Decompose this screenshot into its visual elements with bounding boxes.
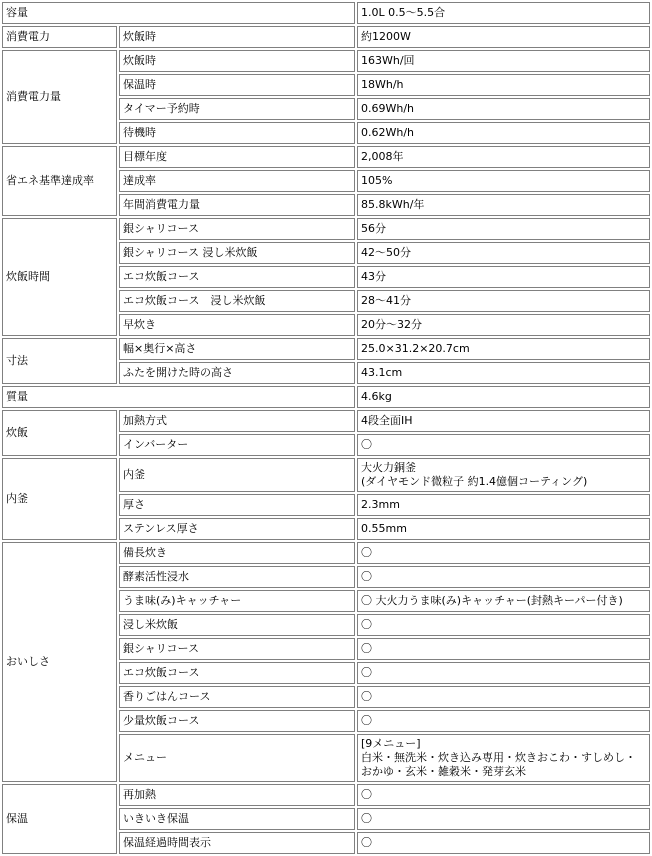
row-mass: [2, 386, 650, 408]
inner-pot-sub-label: ステンレス厚さ: [119, 518, 355, 540]
taste-sub-label: メニュー: [119, 734, 355, 782]
power-value: 約1200W: [357, 26, 650, 48]
inner-pot-sub-label: 内釜: [119, 458, 355, 492]
taste-value: 〇: [357, 542, 650, 564]
energy-sub-label: 年間消費電力量: [119, 194, 355, 216]
consumption-value: 0.69Wh/h: [357, 98, 650, 120]
cooking-value: 〇: [357, 434, 650, 456]
keep-warm-sub-label: 再加熱: [119, 784, 355, 806]
cooking-time-value: 43分: [357, 266, 650, 288]
energy-value: 2,008年: [357, 146, 650, 168]
row-cooking-time: [2, 218, 650, 240]
taste-value: 〇: [357, 614, 650, 636]
cooking-time-value: 56分: [357, 218, 650, 240]
taste-value: 〇: [357, 638, 650, 660]
inner-pot-value: [357, 458, 650, 492]
cooking-time-value: 20分〜32分: [357, 314, 650, 336]
row-energy: [2, 146, 650, 168]
row-cooking: [2, 410, 650, 432]
keep-warm-value: 〇: [357, 808, 650, 830]
consumption-value: 0.62Wh/h: [357, 122, 650, 144]
inner-pot-value: 2.3mm: [357, 494, 650, 516]
keep-warm-sub-label: 保温経過時間表示: [119, 832, 355, 854]
capacity-value: 1.0L 0.5〜5.5合: [357, 2, 650, 24]
energy-label: 省エネ基準達成率: [2, 146, 117, 216]
taste-value: 〇: [357, 710, 650, 732]
keep-warm-sub-label: いきいき保温: [119, 808, 355, 830]
taste-sub-label: 少量炊飯コース: [119, 710, 355, 732]
power-sub-label: 炊飯時: [119, 26, 355, 48]
cooking-time-sub-label: 銀シャリコース: [119, 218, 355, 240]
energy-sub-label: 達成率: [119, 170, 355, 192]
menu-value-line: おかゆ・玄米・雑穀米・発芽玄米: [361, 765, 526, 778]
keep-warm-value: 〇: [357, 832, 650, 854]
mass-label: 質量: [2, 386, 355, 408]
cooking-sub-label: 加熱方式: [119, 410, 355, 432]
consumption-sub-label: 炊飯時: [119, 50, 355, 72]
keep-warm-value: 〇: [357, 784, 650, 806]
dimensions-label: 寸法: [2, 338, 117, 384]
cooking-label: 炊飯: [2, 410, 117, 456]
inner-pot-value-line: (ダイヤモンド微粒子 約1.4億個コーティング): [361, 475, 588, 488]
dimensions-value: 43.1cm: [357, 362, 650, 384]
cooking-time-sub-label: 銀シャリコース 浸し米炊飯: [119, 242, 355, 264]
energy-sub-label: 目標年度: [119, 146, 355, 168]
dimensions-value: 25.0×31.2×20.7cm: [357, 338, 650, 360]
consumption-sub-label: 待機時: [119, 122, 355, 144]
taste-label: おいしさ: [2, 542, 117, 782]
taste-value: 〇: [357, 566, 650, 588]
taste-value: 〇: [357, 686, 650, 708]
taste-value: 〇: [357, 662, 650, 684]
row-taste: [2, 542, 650, 564]
keep-warm-label: 保温: [2, 784, 117, 854]
energy-value: 85.8kWh/年: [357, 194, 650, 216]
cooking-time-label: 炊飯時間: [2, 218, 117, 336]
dimensions-sub-label: ふたを開けた時の高さ: [119, 362, 355, 384]
cooking-time-value: 42〜50分: [357, 242, 650, 264]
taste-sub-label: 備長炊き: [119, 542, 355, 564]
row-inner-pot: [2, 458, 650, 492]
cooking-time-sub-label: エコ炊飯コース 浸し米炊飯: [119, 290, 355, 312]
consumption-label: 消費電力量: [2, 50, 117, 144]
cooking-sub-label: インバーター: [119, 434, 355, 456]
inner-pot-value: 0.55mm: [357, 518, 650, 540]
row-dimensions: [2, 338, 650, 360]
capacity-label: 容量: [2, 2, 355, 24]
row-consumption: [2, 50, 650, 72]
power-label: 消費電力: [2, 26, 117, 48]
mass-value: 4.6kg: [357, 386, 650, 408]
cooking-time-sub-label: 早炊き: [119, 314, 355, 336]
inner-pot-label: 内釜: [2, 458, 117, 540]
row-capacity: [2, 2, 650, 24]
taste-sub-label: うま味(み)キャッチャー: [119, 590, 355, 612]
taste-sub-label: 酵素活性浸水: [119, 566, 355, 588]
menu-value-line: [9メニュー]: [361, 737, 421, 750]
consumption-sub-label: タイマー予約時: [119, 98, 355, 120]
cooking-time-value: 28〜41分: [357, 290, 650, 312]
menu-value: [357, 734, 650, 782]
cooking-time-sub-label: エコ炊飯コース: [119, 266, 355, 288]
cooking-value: 4段全面IH: [357, 410, 650, 432]
inner-pot-value-line: 大火力銅釜: [361, 461, 416, 474]
energy-value: 105%: [357, 170, 650, 192]
taste-sub-label: エコ炊飯コース: [119, 662, 355, 684]
dimensions-sub-label: 幅×奥行×高さ: [119, 338, 355, 360]
menu-value-line: 白米・無洗米・炊き込み専用・炊きおこわ・すしめし・: [361, 751, 636, 764]
taste-sub-label: 浸し米炊飯: [119, 614, 355, 636]
inner-pot-sub-label: 厚さ: [119, 494, 355, 516]
taste-sub-label: 香りごはんコース: [119, 686, 355, 708]
consumption-value: 163Wh/回: [357, 50, 650, 72]
consumption-sub-label: 保温時: [119, 74, 355, 96]
taste-value: 〇 大火力うま味(み)キャッチャー(封熱キーパー付き): [357, 590, 650, 612]
taste-sub-label: 銀シャリコース: [119, 638, 355, 660]
row-power: [2, 26, 650, 48]
consumption-value: 18Wh/h: [357, 74, 650, 96]
